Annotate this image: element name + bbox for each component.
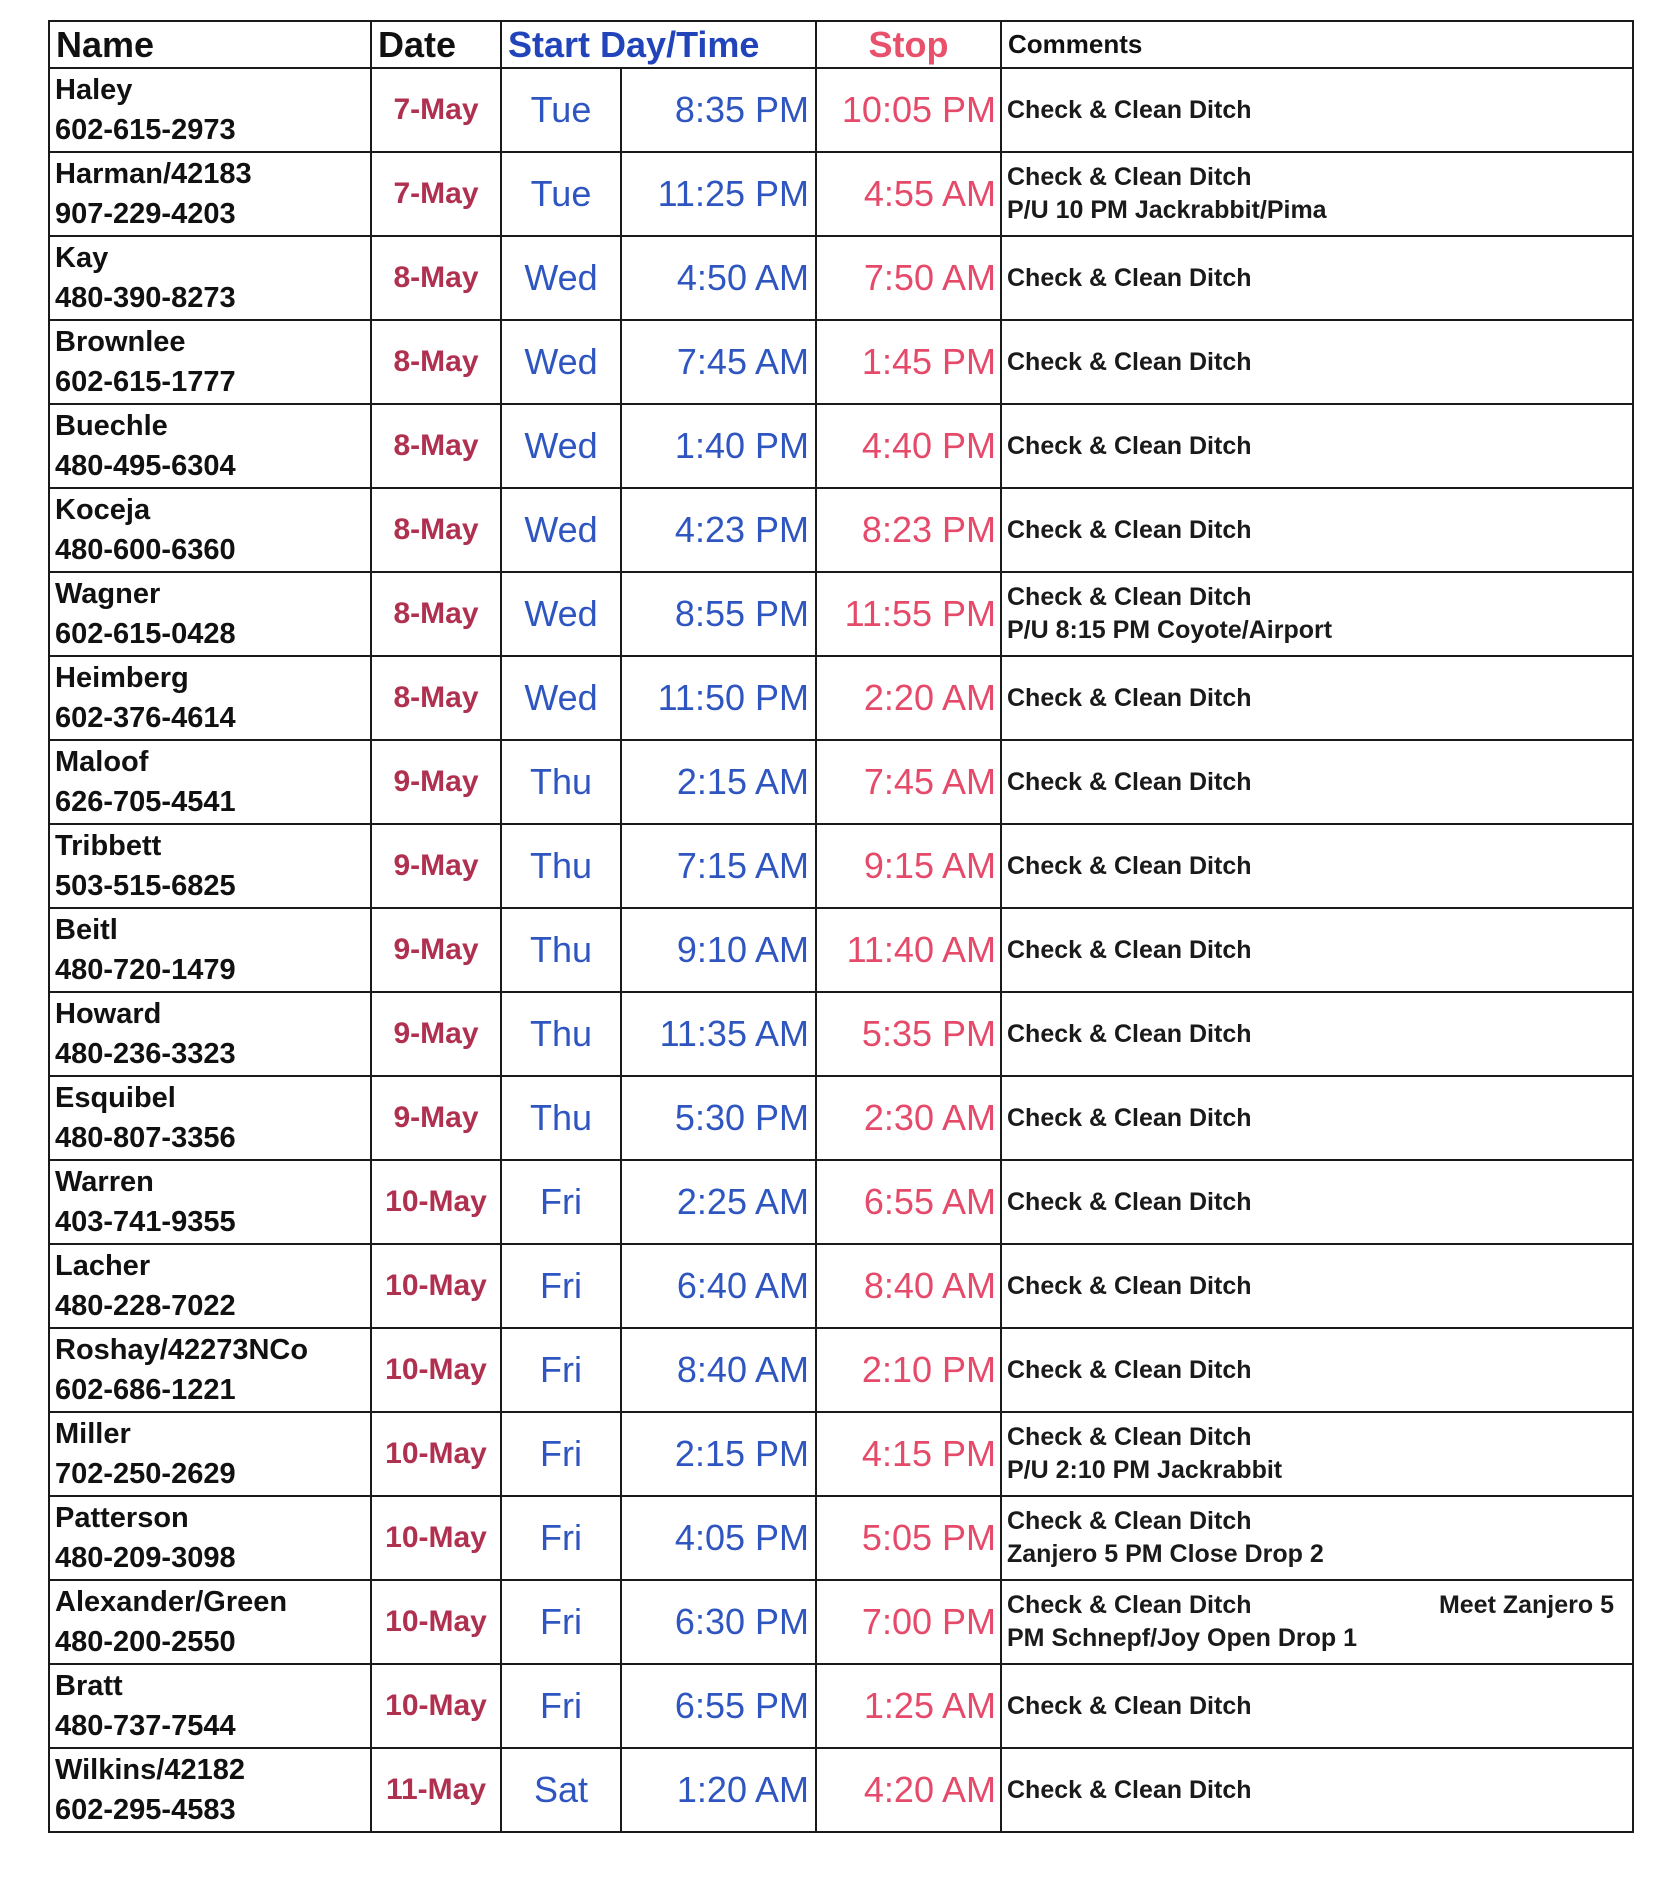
table-row xyxy=(49,404,1633,488)
start-time-cell: 1:20 AM xyxy=(621,1748,816,1832)
start-time-cell: 6:55 PM xyxy=(621,1664,816,1748)
table-row xyxy=(49,236,1633,320)
table-row xyxy=(49,320,1633,404)
comment-text: Check & Clean Ditch xyxy=(1007,1355,1252,1384)
comment-line-1 xyxy=(1007,514,1632,547)
day-cell: Thu xyxy=(501,908,621,992)
name-cell xyxy=(49,1664,371,1748)
comment-line-1 xyxy=(1007,346,1632,379)
comment-line-1 xyxy=(1007,161,1632,194)
comment-line-1 xyxy=(1007,934,1632,967)
phone-number: 480-807-3356 xyxy=(55,1122,236,1154)
comment-text: Check & Clean Ditch xyxy=(1007,1691,1252,1720)
table-row xyxy=(49,1412,1633,1496)
stop-time-cell: 8:40 AM xyxy=(816,1244,1001,1328)
day-cell: Sat xyxy=(501,1748,621,1832)
stop-time-cell: 11:55 PM xyxy=(816,572,1001,656)
name-cell xyxy=(49,908,371,992)
phone-number: 602-615-0428 xyxy=(55,618,236,650)
comment-line-2: Zanjero 5 PM Close Drop 2 xyxy=(1007,1540,1324,1568)
name-cell xyxy=(49,1328,371,1412)
start-time-cell: 8:55 PM xyxy=(621,572,816,656)
stop-time-cell: 4:20 AM xyxy=(816,1748,1001,1832)
comments-cell xyxy=(1001,824,1633,908)
phone-number: 480-737-7544 xyxy=(55,1710,236,1742)
comment-line-2: P/U 2:10 PM Jackrabbit xyxy=(1007,1456,1283,1484)
phone-number: 626-705-4541 xyxy=(55,786,236,818)
start-time-cell: 11:25 PM xyxy=(621,152,816,236)
person-name: Patterson xyxy=(55,1502,189,1534)
comments-cell xyxy=(1001,1160,1633,1244)
stop-time-cell: 4:55 AM xyxy=(816,152,1001,236)
person-name: Esquibel xyxy=(55,1082,176,1114)
day-cell: Wed xyxy=(501,404,621,488)
day-cell: Wed xyxy=(501,572,621,656)
name-cell xyxy=(49,320,371,404)
person-name: Warren xyxy=(55,1166,154,1198)
comments-cell xyxy=(1001,1748,1633,1832)
comments-cell xyxy=(1001,572,1633,656)
phone-number: 403-741-9355 xyxy=(55,1206,236,1238)
person-name: Harman/42183 xyxy=(55,158,252,190)
comment-text-right: Meet Zanjero 5 xyxy=(1438,1591,1614,1619)
table-row xyxy=(49,1076,1633,1160)
comments-cell xyxy=(1001,1328,1633,1412)
name-cell xyxy=(49,236,371,320)
date-cell: 8-May xyxy=(371,236,501,320)
date-cell: 9-May xyxy=(371,824,501,908)
start-time-cell: 5:30 PM xyxy=(621,1076,816,1160)
comment-line-1 xyxy=(1007,94,1632,127)
table-row xyxy=(49,1496,1633,1580)
comments-cell xyxy=(1001,68,1633,152)
date-cell: 9-May xyxy=(371,992,501,1076)
comment-text: Check & Clean Ditch xyxy=(1007,163,1252,191)
table-row xyxy=(49,1244,1633,1328)
name-cell xyxy=(49,488,371,572)
stop-time-cell: 2:30 AM xyxy=(816,1076,1001,1160)
table-row xyxy=(49,1328,1633,1412)
stop-time-cell: 7:00 PM xyxy=(816,1580,1001,1664)
date-cell: 10-May xyxy=(371,1412,501,1496)
comment-text: Check & Clean Ditch xyxy=(1007,851,1252,880)
header-comments: Comments xyxy=(1001,21,1633,68)
phone-number: 602-615-1777 xyxy=(55,366,236,398)
header-row xyxy=(49,21,1633,68)
comment-text: Check & Clean Ditch xyxy=(1007,1591,1252,1619)
comment-line-1 xyxy=(1007,1102,1632,1135)
name-cell xyxy=(49,1244,371,1328)
name-cell xyxy=(49,572,371,656)
comment-line-1 xyxy=(1007,430,1632,463)
start-time-cell: 7:45 AM xyxy=(621,320,816,404)
stop-time-cell: 1:45 PM xyxy=(816,320,1001,404)
day-cell: Thu xyxy=(501,824,621,908)
comment-text: Check & Clean Ditch xyxy=(1007,263,1252,292)
comment-line-1 xyxy=(1007,581,1632,614)
date-cell: 8-May xyxy=(371,404,501,488)
person-name: Tribbett xyxy=(55,830,162,862)
date-cell: 9-May xyxy=(371,740,501,824)
name-cell xyxy=(49,1748,371,1832)
person-name: Koceja xyxy=(55,494,151,526)
stop-time-cell: 4:40 PM xyxy=(816,404,1001,488)
day-cell: Thu xyxy=(501,1076,621,1160)
comment-line-1 xyxy=(1007,1774,1632,1807)
name-cell xyxy=(49,740,371,824)
table-row xyxy=(49,740,1633,824)
comment-line-1 xyxy=(1007,1589,1632,1622)
date-cell: 10-May xyxy=(371,1664,501,1748)
header-date: Date xyxy=(371,21,501,68)
table-row xyxy=(49,992,1633,1076)
comment-text: Check & Clean Ditch xyxy=(1007,583,1252,611)
comments-cell xyxy=(1001,1580,1633,1664)
stop-time-cell: 1:25 AM xyxy=(816,1664,1001,1748)
stop-time-cell: 6:55 AM xyxy=(816,1160,1001,1244)
start-time-cell: 4:50 AM xyxy=(621,236,816,320)
date-cell: 8-May xyxy=(371,656,501,740)
comment-line-1 xyxy=(1007,850,1632,883)
date-cell: 8-May xyxy=(371,572,501,656)
comment-text: Check & Clean Ditch xyxy=(1007,431,1252,460)
comment-text: Check & Clean Ditch xyxy=(1007,1019,1252,1048)
person-name: Maloof xyxy=(55,746,149,778)
table-row xyxy=(49,1664,1633,1748)
name-cell xyxy=(49,404,371,488)
comment-line-2: P/U 8:15 PM Coyote/Airport xyxy=(1007,616,1333,644)
start-time-cell: 11:35 AM xyxy=(621,992,816,1076)
day-cell: Wed xyxy=(501,488,621,572)
table-row xyxy=(49,152,1633,236)
start-time-cell: 6:30 PM xyxy=(621,1580,816,1664)
phone-number: 602-295-4583 xyxy=(55,1794,236,1826)
person-name: Alexander/Green xyxy=(55,1586,288,1618)
person-name: Wagner xyxy=(55,578,161,610)
stop-time-cell: 7:50 AM xyxy=(816,236,1001,320)
day-cell: Fri xyxy=(501,1160,621,1244)
date-cell: 8-May xyxy=(371,488,501,572)
start-time-cell: 8:35 PM xyxy=(621,68,816,152)
comments-cell xyxy=(1001,1664,1633,1748)
day-cell: Fri xyxy=(501,1244,621,1328)
phone-number: 602-615-2973 xyxy=(55,114,236,146)
start-time-cell: 4:23 PM xyxy=(621,488,816,572)
comments-cell xyxy=(1001,1496,1633,1580)
person-name: Heimberg xyxy=(55,662,189,694)
phone-number: 480-495-6304 xyxy=(55,450,236,482)
start-time-cell: 2:15 AM xyxy=(621,740,816,824)
stop-time-cell: 8:23 PM xyxy=(816,488,1001,572)
comment-text: Check & Clean Ditch xyxy=(1007,1103,1252,1132)
phone-number: 480-236-3323 xyxy=(55,1038,236,1070)
day-cell: Fri xyxy=(501,1496,621,1580)
phone-number: 503-515-6825 xyxy=(55,870,236,902)
stop-time-cell: 11:40 AM xyxy=(816,908,1001,992)
start-time-cell: 1:40 PM xyxy=(621,404,816,488)
comment-text: Check & Clean Ditch xyxy=(1007,767,1252,796)
phone-number: 602-376-4614 xyxy=(55,702,236,734)
comment-text: Check & Clean Ditch xyxy=(1007,935,1252,964)
table-row xyxy=(49,1580,1633,1664)
person-name: Miller xyxy=(55,1418,131,1450)
stop-time-cell: 9:15 AM xyxy=(816,824,1001,908)
comments-cell xyxy=(1001,320,1633,404)
day-cell: Fri xyxy=(501,1328,621,1412)
person-name: Wilkins/42182 xyxy=(55,1754,245,1786)
table-row xyxy=(49,488,1633,572)
start-time-cell: 7:15 AM xyxy=(621,824,816,908)
person-name: Beitl xyxy=(55,914,118,946)
day-cell: Tue xyxy=(501,152,621,236)
comment-text: Check & Clean Ditch xyxy=(1007,1775,1252,1804)
name-cell xyxy=(49,992,371,1076)
day-cell: Thu xyxy=(501,740,621,824)
start-time-cell: 2:15 PM xyxy=(621,1412,816,1496)
day-cell: Thu xyxy=(501,992,621,1076)
stop-time-cell: 10:05 PM xyxy=(816,68,1001,152)
table-row xyxy=(49,824,1633,908)
start-time-cell: 6:40 AM xyxy=(621,1244,816,1328)
date-cell: 10-May xyxy=(371,1580,501,1664)
name-cell xyxy=(49,1412,371,1496)
start-time-cell: 4:05 PM xyxy=(621,1496,816,1580)
header-name: Name xyxy=(49,21,371,68)
phone-number: 702-250-2629 xyxy=(55,1458,236,1490)
day-cell: Fri xyxy=(501,1412,621,1496)
comments-cell xyxy=(1001,740,1633,824)
header-start-day-time: Start Day/Time xyxy=(501,21,816,68)
date-cell: 10-May xyxy=(371,1160,501,1244)
name-cell xyxy=(49,656,371,740)
comment-line-1 xyxy=(1007,682,1632,715)
comment-line-1 xyxy=(1007,1505,1632,1538)
table-row xyxy=(49,908,1633,992)
comment-text: Check & Clean Ditch xyxy=(1007,1271,1252,1300)
date-cell: 11-May xyxy=(371,1748,501,1832)
date-cell: 7-May xyxy=(371,152,501,236)
name-cell xyxy=(49,1496,371,1580)
comments-cell xyxy=(1001,656,1633,740)
comment-text: Check & Clean Ditch xyxy=(1007,683,1252,712)
comment-line-1 xyxy=(1007,1690,1632,1723)
name-cell xyxy=(49,1076,371,1160)
person-name: Brownlee xyxy=(55,326,186,358)
comment-text: Check & Clean Ditch xyxy=(1007,515,1252,544)
stop-time-cell: 5:05 PM xyxy=(816,1496,1001,1580)
comment-line-1 xyxy=(1007,1354,1632,1387)
table-row xyxy=(49,572,1633,656)
phone-number: 480-390-8273 xyxy=(55,282,236,314)
name-cell xyxy=(49,1160,371,1244)
date-cell: 9-May xyxy=(371,1076,501,1160)
day-cell: Fri xyxy=(501,1580,621,1664)
phone-number: 480-228-7022 xyxy=(55,1290,236,1322)
stop-time-cell: 5:35 PM xyxy=(816,992,1001,1076)
day-cell: Wed xyxy=(501,656,621,740)
day-cell: Wed xyxy=(501,236,621,320)
start-time-cell: 11:50 PM xyxy=(621,656,816,740)
stop-time-cell: 2:20 AM xyxy=(816,656,1001,740)
irrigation-schedule-table xyxy=(48,20,1634,1833)
comment-text: Check & Clean Ditch xyxy=(1007,347,1252,376)
phone-number: 907-229-4203 xyxy=(55,198,236,230)
name-cell xyxy=(49,824,371,908)
table-row xyxy=(49,656,1633,740)
person-name: Haley xyxy=(55,74,133,106)
phone-number: 480-209-3098 xyxy=(55,1542,236,1574)
start-time-cell: 9:10 AM xyxy=(621,908,816,992)
phone-number: 480-600-6360 xyxy=(55,534,236,566)
phone-number: 480-720-1479 xyxy=(55,954,236,986)
comment-line-2: P/U 10 PM Jackrabbit/Pima xyxy=(1007,196,1327,224)
comments-cell xyxy=(1001,404,1633,488)
name-cell xyxy=(49,68,371,152)
comment-line-1 xyxy=(1007,1270,1632,1303)
stop-time-cell: 2:10 PM xyxy=(816,1328,1001,1412)
comments-cell xyxy=(1001,152,1633,236)
header-stop: Stop xyxy=(816,21,1001,68)
phone-number: 480-200-2550 xyxy=(55,1626,236,1658)
day-cell: Fri xyxy=(501,1664,621,1748)
comment-line-1 xyxy=(1007,766,1632,799)
comment-line-1 xyxy=(1007,262,1632,295)
comment-text: Check & Clean Ditch xyxy=(1007,1187,1252,1216)
comments-cell xyxy=(1001,992,1633,1076)
date-cell: 10-May xyxy=(371,1328,501,1412)
table-row xyxy=(49,1748,1633,1832)
comment-line-1 xyxy=(1007,1018,1632,1051)
comment-line-1 xyxy=(1007,1421,1632,1454)
comments-cell xyxy=(1001,236,1633,320)
schedule-rows xyxy=(49,68,1633,1832)
person-name: Kay xyxy=(55,242,109,274)
date-cell: 8-May xyxy=(371,320,501,404)
person-name: Roshay/42273NCo xyxy=(55,1334,309,1366)
date-cell: 9-May xyxy=(371,908,501,992)
comment-text: Check & Clean Ditch xyxy=(1007,1423,1252,1451)
table-row xyxy=(49,68,1633,152)
person-name: Buechle xyxy=(55,410,168,442)
phone-number: 602-686-1221 xyxy=(55,1374,236,1406)
stop-time-cell: 7:45 AM xyxy=(816,740,1001,824)
comments-cell xyxy=(1001,908,1633,992)
comments-cell xyxy=(1001,488,1633,572)
date-cell: 10-May xyxy=(371,1496,501,1580)
comments-cell xyxy=(1001,1412,1633,1496)
date-cell: 7-May xyxy=(371,68,501,152)
comment-line-2: PM Schnepf/Joy Open Drop 1 xyxy=(1007,1624,1358,1652)
person-name: Howard xyxy=(55,998,162,1030)
name-cell xyxy=(49,1580,371,1664)
stop-time-cell: 4:15 PM xyxy=(816,1412,1001,1496)
start-time-cell: 8:40 AM xyxy=(621,1328,816,1412)
person-name: Lacher xyxy=(55,1250,151,1282)
table-row xyxy=(49,1160,1633,1244)
day-cell: Tue xyxy=(501,68,621,152)
person-name: Bratt xyxy=(55,1670,123,1702)
name-cell xyxy=(49,152,371,236)
start-time-cell: 2:25 AM xyxy=(621,1160,816,1244)
comments-cell xyxy=(1001,1076,1633,1160)
comment-line-1 xyxy=(1007,1186,1632,1219)
date-cell: 10-May xyxy=(371,1244,501,1328)
day-cell: Wed xyxy=(501,320,621,404)
comments-cell xyxy=(1001,1244,1633,1328)
comment-text: Check & Clean Ditch xyxy=(1007,95,1252,124)
comment-text: Check & Clean Ditch xyxy=(1007,1507,1252,1535)
